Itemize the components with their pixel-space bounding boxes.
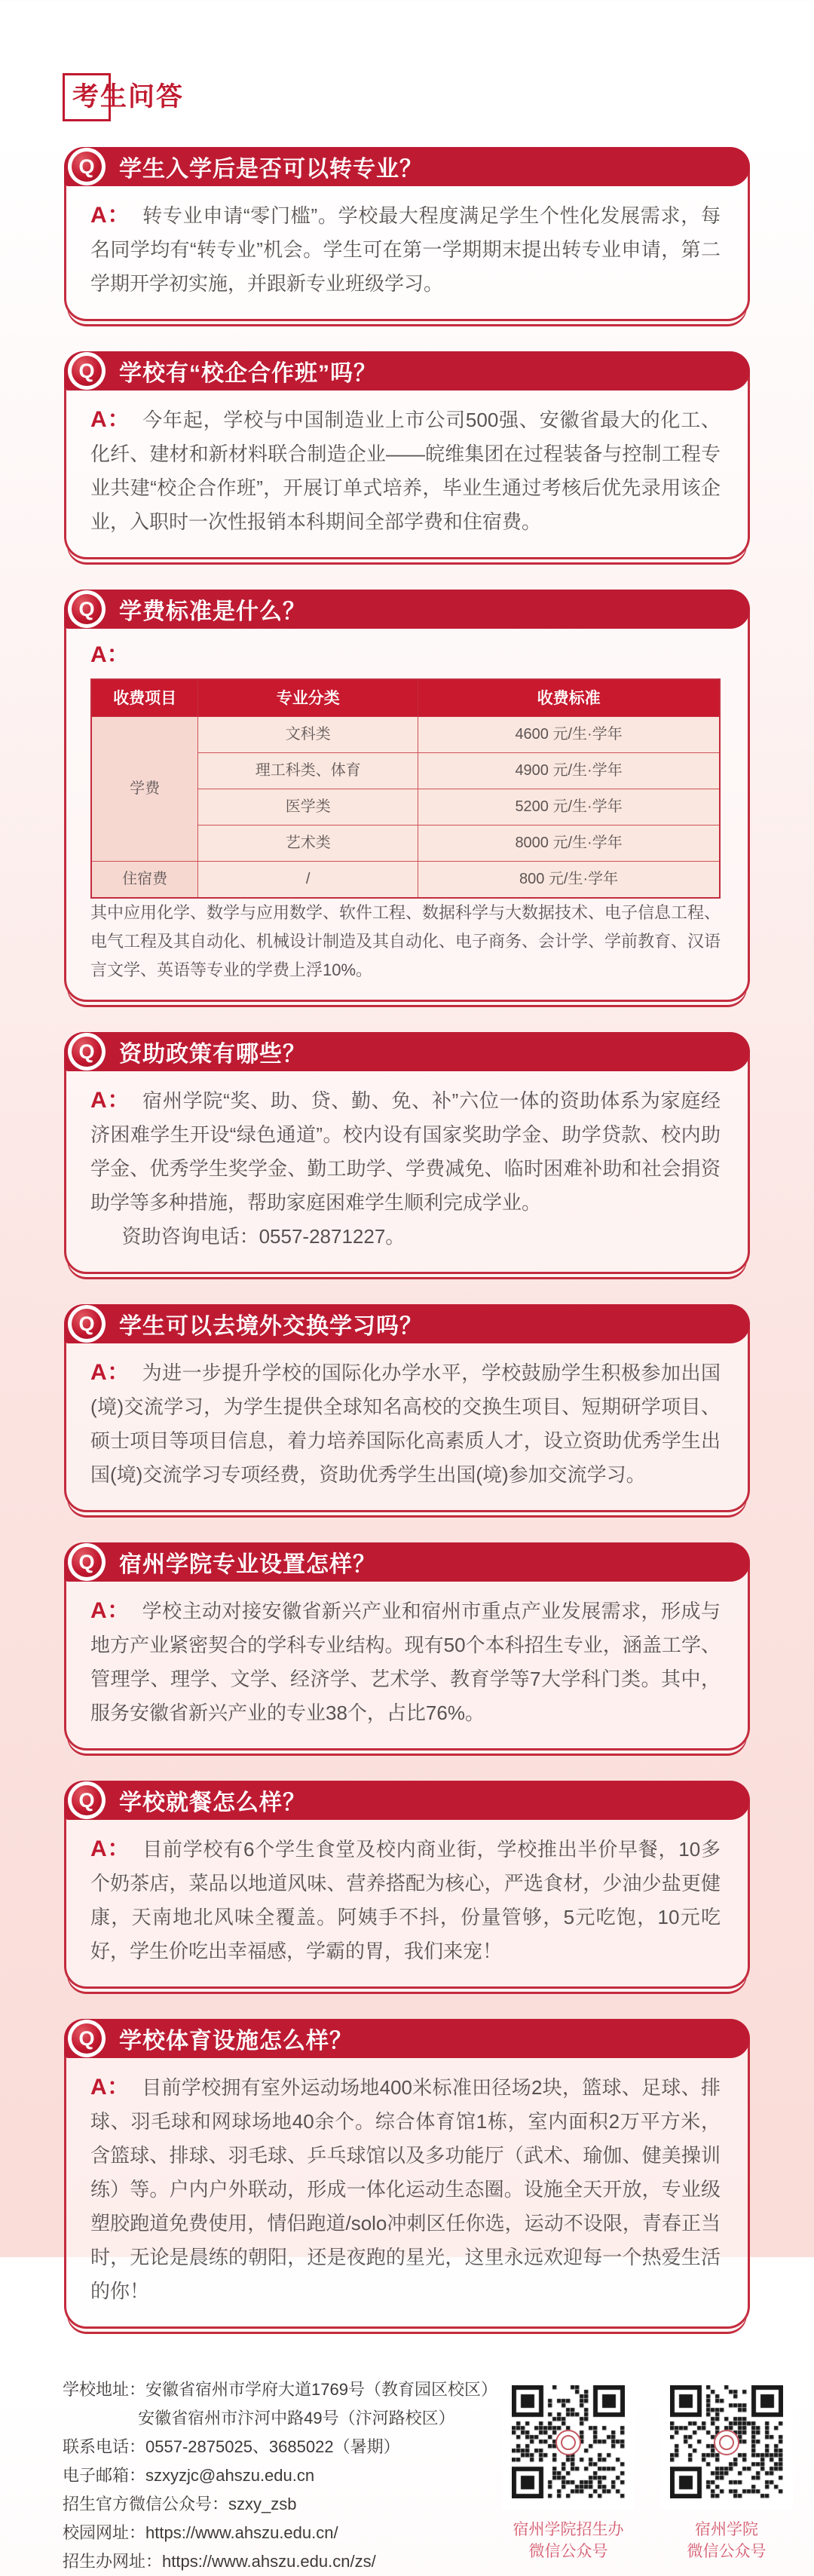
question-text: 学校就餐怎么样？ — [119, 1790, 306, 1815]
qr-code-university — [660, 2375, 793, 2510]
fee-price: 8000 元/生·学年 — [418, 825, 720, 862]
question-bar — [64, 1032, 750, 1071]
answer-block — [66, 1071, 748, 1272]
qr-area — [502, 2375, 793, 2576]
a-label: A： — [90, 1360, 130, 1385]
contact-line-email: 电子邮箱：szxyzjc@ahszu.edu.cn — [63, 2466, 315, 2485]
answer-text: 目前学校有6个学生食堂及校内商业街，学校推出半价早餐，10多个奶茶店，菜品以地道风味、营养搭配为核心，严选食材，少油少盐更健康，天南地北风味全覆盖。阿姨手不抖，份量管够，5元吃饱，10元吃好，学生价吃出幸福感，学霸的胃，我们来宠！ — [90, 1838, 721, 1962]
a-label: A： — [90, 1836, 131, 1861]
question-text: 学校体育设施怎么样？ — [119, 2029, 353, 2054]
qa-card-school-enterprise-class — [64, 351, 750, 559]
q-badge-icon: Q — [68, 2020, 106, 2057]
qa-card-transfer-major — [64, 147, 750, 321]
qa-card-financial-aid — [64, 1032, 750, 1274]
answer-block — [66, 391, 748, 557]
contact-line-wechat: 招生官方微信公众号：szxy_zsb — [63, 2495, 297, 2513]
footer — [63, 2375, 767, 2576]
a-label: A： — [90, 203, 131, 228]
fee-table-header: 收费标准 — [418, 679, 720, 717]
question-text: 学生可以去境外交换学习吗？ — [119, 1314, 423, 1339]
question-text: 学费标准是什么？ — [119, 599, 306, 624]
table-row — [91, 862, 720, 899]
qa-card-sports-facilities — [64, 2019, 750, 2329]
fee-table-header: 专业分类 — [198, 679, 418, 717]
university-seal-icon — [714, 2430, 739, 2455]
qr-caption: 宿州学院 微信公众号 — [687, 2521, 767, 2560]
qr-code-admissions — [502, 2375, 635, 2510]
question-text: 资助政策有哪些？ — [119, 1042, 306, 1067]
answer-block — [66, 186, 748, 319]
fee-table-header: 收费项目 — [91, 679, 198, 717]
answer-block — [66, 1820, 748, 1986]
fee-category: 理工科类、体育 — [198, 753, 418, 789]
aid-phone-line: 资助咨询电话：0557-2871227。 — [121, 1225, 405, 1248]
answer-block — [66, 1582, 748, 1748]
fee-category: 艺术类 — [198, 825, 418, 862]
a-label: A： — [90, 1088, 131, 1113]
contact-line-address-1: 学校地址：安徽省宿州市学府大道1769号（教育园区校区） — [63, 2380, 497, 2399]
q-badge-icon: Q — [68, 590, 106, 628]
qa-card-exchange-abroad — [64, 1304, 750, 1512]
fee-category: / — [198, 862, 418, 899]
fee-category: 医学类 — [198, 789, 418, 825]
fee-table — [90, 678, 721, 899]
question-text: 学生入学后是否可以转专业？ — [119, 157, 423, 182]
qa-card-majors — [64, 1542, 750, 1751]
a-label: A： — [90, 642, 130, 667]
qr-block-admissions — [502, 2375, 635, 2576]
poster-page — [0, 73, 814, 2571]
fee-category: 文科类 — [198, 717, 418, 753]
question-bar — [64, 1304, 750, 1343]
fee-item-accommodation: 住宿费 — [91, 862, 198, 899]
question-bar — [64, 147, 750, 186]
a-label: A： — [90, 407, 131, 432]
question-bar — [64, 590, 750, 629]
answer-text: 宿州学院“奖、助、贷、勤、免、补”六位一体的资助体系为家庭经济困难学生开设“绿色通道”。校内设有国家奖助学金、助学贷款、校内助学金、优秀学生奖学金、勤工助学、学费减免、临时困难补助和社会捐资助学等多种措施，帮助家庭困难学生顺利完成学业。 — [90, 1089, 721, 1214]
qa-card-dining — [64, 1781, 750, 1989]
answer-block — [66, 629, 748, 1000]
fee-price: 4600 元/生·学年 — [418, 717, 720, 753]
question-bar — [64, 351, 750, 391]
contact-line-phone: 联系电话：0557-2875025、3685022（暑期） — [63, 2437, 400, 2456]
question-bar — [64, 2019, 750, 2058]
q-badge-icon: Q — [68, 1781, 106, 1819]
qr-block-university — [660, 2375, 793, 2576]
answer-text: 转专业申请“零门槛”。学校最大程度满足学生个性化发展需求，每名同学均有“转专业”机会。学生可在第一学期期末提出转专业申请，第二学期开学初实施，并跟新专业班级学习。 — [90, 204, 721, 295]
fee-price: 5200 元/生·学年 — [418, 789, 720, 825]
q-badge-icon: Q — [68, 148, 106, 185]
qr-caption: 宿州学院招生办 微信公众号 — [513, 2521, 624, 2560]
answer-text: 今年起，学校与中国制造业上市公司500强、安徽省最大的化工、化纤、建材和新材料联合制造企业——皖维集团在过程装备与控制工程专业共建“校企合作班”，开展订单式培养，毕业生通过考核后优先录用该企业，入职时一次性报销本科期间全部学费和住宿费。 — [90, 409, 721, 533]
contact-line-admissions-site: 招生办网址：https://www.ahszu.edu.cn/zs/ — [63, 2552, 376, 2571]
fee-price: 4900 元/生·学年 — [418, 753, 720, 789]
question-text: 学校有“校企合作班”吗？ — [119, 361, 377, 386]
answer-block — [66, 2058, 748, 2326]
answer-text: 目前学校拥有室外运动场地400米标准田径场2块，篮球、足球、排球、羽毛球和网球场地40余个。综合体育馆1栋，室内面积2万平方米，含篮球、排球、羽毛球、乒乓球馆以及多功能厅（武术、瑜伽、健美操训练）等。户内户外联动，形成一体化运动生态圈。设施全天开放，专业级塑胶跑道免费使用，情侣跑道/solo冲刺区任你选，运动不设限，青春正当时，无论是晨练的朝阳，还是夜跑的星光，这里永远欢迎每一个热爱生活的你！ — [90, 2076, 721, 2302]
answer-block — [66, 1343, 748, 1510]
contact-info — [63, 2375, 497, 2576]
q-badge-icon: Q — [68, 1033, 106, 1071]
question-text: 宿州学院专业设置怎样？ — [119, 1552, 376, 1577]
page-title-text: 考生问答 — [72, 82, 185, 112]
q-badge-icon: Q — [68, 352, 106, 390]
answer-text: 学校主动对接安徽省新兴产业和宿州市重点产业发展需求，形成与地方产业紧密契合的学科专业结构。现有50个本科招生专业，涵盖工学、管理学、理学、文学、经济学、艺术学、教育学等7大学科门类。其中，服务安徽省新兴产业的专业38个，占比76%。 — [90, 1600, 721, 1724]
a-label: A： — [90, 1598, 130, 1623]
table-row — [91, 717, 720, 753]
q-badge-icon: Q — [68, 1305, 106, 1343]
fee-table-header-row — [91, 679, 720, 717]
fee-note: 其中应用化学、数学与应用数学、软件工程、数据科学与大数据技术、电子信息工程、电气工程及其自动化、机械设计制造及其自动化、电子商务、会计学、学前教育、汉语言文学、英语等专业的学费上浮10%。 — [90, 903, 721, 979]
question-bar — [64, 1542, 750, 1582]
fee-item-tuition: 学费 — [91, 717, 198, 862]
a-label: A： — [90, 2075, 130, 2100]
contact-line-address-2: 安徽省宿州市汴河中路49号（汴河路校区） — [138, 2409, 455, 2427]
page-title — [63, 73, 289, 120]
question-bar — [64, 1781, 750, 1820]
contact-line-website: 校园网址：https://www.ahszu.edu.cn/ — [63, 2523, 338, 2542]
q-badge-icon: Q — [68, 1543, 106, 1581]
fee-price: 800 元/生·学年 — [418, 862, 720, 899]
university-seal-icon — [555, 2430, 581, 2455]
answer-text: 为进一步提升学校的国际化办学水平，学校鼓励学生积极参加出国(境)交流学习，为学生提供全球知名高校的交换生项目、短期研学项目、硕士项目等项目信息，着力培养国际化高素质人才，设立资助优秀学生出国(境)交流学习专项经费，资助优秀学生出国(境)参加交流学习。 — [90, 1362, 721, 1486]
qa-card-tuition-fees — [64, 590, 750, 1002]
